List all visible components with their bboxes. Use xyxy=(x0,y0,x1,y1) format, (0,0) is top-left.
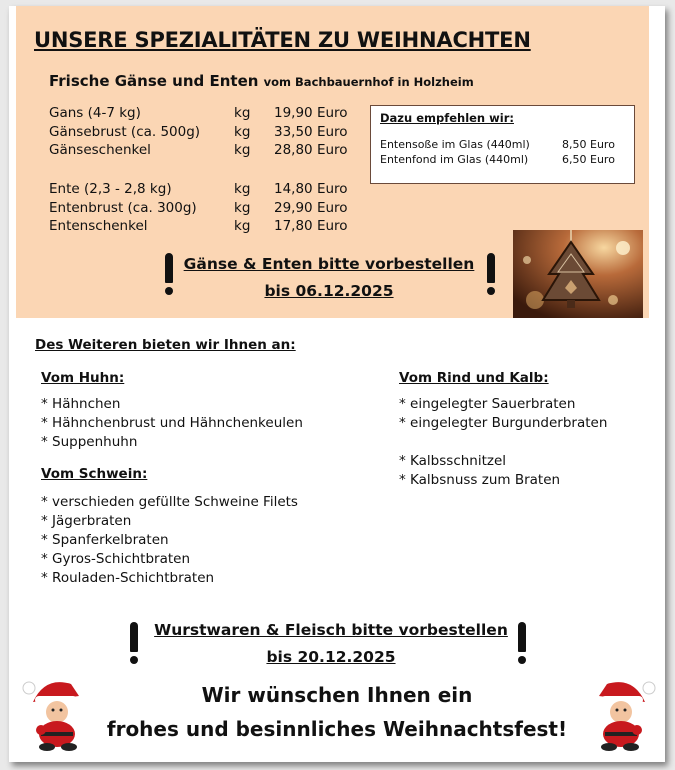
item-name: Ente (2,3 - 2,8 kg) xyxy=(49,181,172,197)
category-chicken-title: Vom Huhn: xyxy=(41,370,125,386)
preorder-notice-meat xyxy=(139,617,523,671)
item-price: 28,80 Euro xyxy=(274,142,348,158)
list-item: * verschieden gefüllte Schweine Filets xyxy=(41,494,298,510)
recommendation-item: Entenfond im Glas (440ml) xyxy=(380,153,529,166)
greeting-line-1: Wir wünschen Ihnen ein xyxy=(201,683,473,707)
santa-icon-right xyxy=(583,674,657,756)
list-item: * Hähnchen xyxy=(41,396,121,412)
list-item: * eingelegter Sauerbraten xyxy=(399,396,576,412)
recommendation-price: 6,50 Euro xyxy=(562,153,615,166)
recommendation-price: 8,50 Euro xyxy=(562,138,615,151)
category-pork-title: Vom Schwein: xyxy=(41,466,148,482)
subtitle-main: Frische Gänse und Enten xyxy=(49,72,259,90)
item-unit: kg xyxy=(234,105,251,121)
greeting-line-2: frohes und besinnliches Weihnachtsfest! xyxy=(106,717,568,741)
preorder-notice-poultry xyxy=(169,251,489,305)
category-beef-title: Vom Rind und Kalb: xyxy=(399,370,549,386)
item-price: 29,90 Euro xyxy=(274,199,348,216)
flyer-page xyxy=(9,6,665,762)
item-price: 14,80 Euro xyxy=(274,181,348,197)
item-name: Gänsebrust (ca. 500g) xyxy=(49,123,201,140)
item-price: 17,80 Euro xyxy=(274,218,348,234)
pork-list xyxy=(41,493,298,588)
list-item: * Kalbsschnitzel xyxy=(399,453,507,469)
list-item: * Suppenhuhn xyxy=(41,434,138,450)
notice-deadline: bis 06.12.2025 xyxy=(264,282,394,300)
item-name: Entenbrust (ca. 300g) xyxy=(49,199,197,216)
list-item: * Hähnchenbrust und Hähnchenkeulen xyxy=(41,415,303,431)
santa-icon-left xyxy=(21,674,95,756)
more-offers-heading: Des Weiteren bieten wir Ihnen an: xyxy=(35,337,296,353)
page-title: UNSERE SPEZIALITÄTEN ZU WEIHNACHTEN xyxy=(34,28,531,52)
recommendation-title: Dazu empfehlen wir: xyxy=(380,111,514,125)
recommendation-item: Entensoße im Glas (440ml) xyxy=(380,138,530,151)
exclamation-icon xyxy=(487,253,495,295)
item-unit: kg xyxy=(234,142,251,158)
item-unit: kg xyxy=(234,199,251,216)
item-name: Gänseschenkel xyxy=(49,142,151,158)
christmas-ornament-photo xyxy=(513,230,643,318)
exclamation-icon xyxy=(518,622,526,664)
list-item: * Kalbsnuss zum Braten xyxy=(399,472,561,488)
notice-line: Gänse & Enten bitte vorbestellen xyxy=(183,255,475,273)
chicken-list xyxy=(41,395,303,452)
list-item: * Rouladen-Schichtbraten xyxy=(41,570,215,586)
exclamation-icon xyxy=(130,622,138,664)
item-name: Gans (4-7 kg) xyxy=(49,105,141,121)
item-unit: kg xyxy=(234,218,251,234)
list-item: * Jägerbraten xyxy=(41,513,132,529)
item-name: Entenschenkel xyxy=(49,218,148,234)
notice-deadline: bis 20.12.2025 xyxy=(266,648,396,666)
notice-line: Wurstwaren & Fleisch bitte vorbestellen xyxy=(154,621,508,639)
poultry-subtitle xyxy=(49,72,474,90)
item-price: 19,90 Euro xyxy=(274,105,348,121)
list-item: * Gyros-Schichtbraten xyxy=(41,551,191,567)
list-spacer xyxy=(399,433,607,452)
item-price: 33,50 Euro xyxy=(274,123,348,140)
subtitle-source: vom Bachbauernhof in Holzheim xyxy=(263,75,474,89)
list-item: * eingelegter Burgunderbraten xyxy=(399,415,608,431)
recommendation-box xyxy=(370,105,635,184)
beef-list xyxy=(399,395,607,490)
item-unit: kg xyxy=(234,181,251,197)
item-unit: kg xyxy=(234,123,251,140)
list-item: * Spanferkelbraten xyxy=(41,532,169,548)
